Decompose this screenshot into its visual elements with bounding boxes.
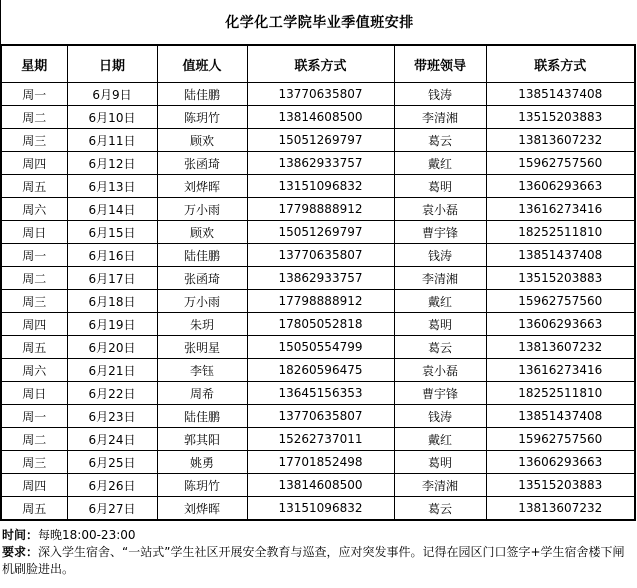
duty-phone-cell: 13862933757 <box>247 267 394 290</box>
table-row <box>1 129 635 152</box>
table-row <box>1 290 635 313</box>
duty-phone-cell: 13814608500 <box>247 474 394 497</box>
requirement-note <box>2 544 634 578</box>
leader-phone-cell: 13515203883 <box>486 106 635 129</box>
duty-phone-cell: 15050554799 <box>247 336 394 359</box>
weekday-cell: 周三 <box>1 451 67 474</box>
leader-cell: 葛云 <box>394 336 486 359</box>
table-row <box>1 106 635 129</box>
date-cell: 6月20日 <box>67 336 157 359</box>
weekday-cell: 周一 <box>1 405 67 428</box>
leader-phone-cell: 15962757560 <box>486 290 635 313</box>
weekday-cell: 周四 <box>1 313 67 336</box>
leader-phone-cell: 18252511810 <box>486 382 635 405</box>
date-cell: 6月16日 <box>67 244 157 267</box>
duty-person-cell: 李钰 <box>157 359 247 382</box>
duty-person-cell: 张明星 <box>157 336 247 359</box>
table-row <box>1 359 635 382</box>
weekday-cell: 周二 <box>1 267 67 290</box>
duty-phone-cell: 13151096832 <box>247 175 394 198</box>
leader-phone-cell: 13616273416 <box>486 359 635 382</box>
duty-person-cell: 顾欢 <box>157 221 247 244</box>
table-row <box>1 336 635 359</box>
weekday-cell: 周三 <box>1 129 67 152</box>
leader-cell: 钱涛 <box>394 83 486 106</box>
duty-person-cell: 陆佳鹏 <box>157 83 247 106</box>
weekday-cell: 周一 <box>1 83 67 106</box>
leader-phone-cell: 13851437408 <box>486 83 635 106</box>
leader-cell: 葛明 <box>394 451 486 474</box>
table-row <box>1 497 635 521</box>
weekday-cell: 周五 <box>1 497 67 521</box>
weekday-cell: 周三 <box>1 290 67 313</box>
duty-phone-cell: 17798888912 <box>247 290 394 313</box>
weekday-cell: 周六 <box>1 359 67 382</box>
duty-phone-cell: 17701852498 <box>247 451 394 474</box>
weekday-cell: 周四 <box>1 474 67 497</box>
leader-cell: 曹宇锋 <box>394 382 486 405</box>
table-row <box>1 175 635 198</box>
column-header-leader-phone: 联系方式 <box>486 45 635 83</box>
weekday-cell: 周六 <box>1 198 67 221</box>
requirement-value: 深入学生宿舍、“一站式”学生社区开展安全教育与巡查，应对突发事件。记得在园区门口签字+学生宿舍楼下闸机刷脸进出。 <box>2 545 625 576</box>
column-header-weekday: 星期 <box>1 45 67 83</box>
duty-phone-cell: 13645156353 <box>247 382 394 405</box>
leader-phone-cell: 13606293663 <box>486 175 635 198</box>
table-row <box>1 83 635 106</box>
duty-phone-cell: 13862933757 <box>247 152 394 175</box>
leader-phone-cell: 15962757560 <box>486 152 635 175</box>
date-cell: 6月21日 <box>67 359 157 382</box>
date-cell: 6月11日 <box>67 129 157 152</box>
leader-cell: 袁小磊 <box>394 198 486 221</box>
weekday-cell: 周五 <box>1 336 67 359</box>
leader-cell: 李清湘 <box>394 474 486 497</box>
duty-phone-cell: 17805052818 <box>247 313 394 336</box>
duty-person-cell: 顾欢 <box>157 129 247 152</box>
duty-person-cell: 周希 <box>157 382 247 405</box>
weekday-cell: 周四 <box>1 152 67 175</box>
date-cell: 6月25日 <box>67 451 157 474</box>
time-value: 每晚18:00-23:00 <box>38 528 136 542</box>
leader-phone-cell: 13851437408 <box>486 244 635 267</box>
weekday-cell: 周二 <box>1 428 67 451</box>
duty-person-cell: 张函琦 <box>157 152 247 175</box>
leader-cell: 李清湘 <box>394 106 486 129</box>
duty-phone-cell: 15262737011 <box>247 428 394 451</box>
date-cell: 6月17日 <box>67 267 157 290</box>
duty-table-body <box>1 83 635 521</box>
date-cell: 6月23日 <box>67 405 157 428</box>
leader-phone-cell: 13515203883 <box>486 267 635 290</box>
header-row <box>1 45 635 83</box>
duty-person-cell: 刘烨晖 <box>157 175 247 198</box>
leader-cell: 葛明 <box>394 313 486 336</box>
duty-phone-cell: 15051269797 <box>247 129 394 152</box>
requirement-label: 要求： <box>2 545 39 559</box>
date-cell: 6月13日 <box>67 175 157 198</box>
duty-phone-cell: 15051269797 <box>247 221 394 244</box>
leader-cell: 戴红 <box>394 290 486 313</box>
duty-person-cell: 陆佳鹏 <box>157 244 247 267</box>
duty-table <box>0 44 636 521</box>
weekday-cell: 周日 <box>1 382 67 405</box>
leader-cell: 曹宇锋 <box>394 221 486 244</box>
duty-person-cell: 万小雨 <box>157 198 247 221</box>
duty-phone-cell: 17798888912 <box>247 198 394 221</box>
duty-phone-cell: 13151096832 <box>247 497 394 521</box>
leader-cell: 戴红 <box>394 428 486 451</box>
leader-phone-cell: 13606293663 <box>486 451 635 474</box>
leader-cell: 葛云 <box>394 129 486 152</box>
leader-cell: 葛明 <box>394 175 486 198</box>
duty-person-cell: 万小雨 <box>157 290 247 313</box>
date-cell: 6月15日 <box>67 221 157 244</box>
leader-cell: 袁小磊 <box>394 359 486 382</box>
time-label: 时间： <box>2 528 39 542</box>
weekday-cell: 周五 <box>1 175 67 198</box>
duty-person-cell: 刘烨晖 <box>157 497 247 521</box>
date-cell: 6月18日 <box>67 290 157 313</box>
table-row <box>1 267 635 290</box>
date-cell: 6月10日 <box>67 106 157 129</box>
duty-person-cell: 陈玥竹 <box>157 474 247 497</box>
table-row <box>1 198 635 221</box>
table-row <box>1 382 635 405</box>
date-cell: 6月27日 <box>67 497 157 521</box>
column-header-date: 日期 <box>67 45 157 83</box>
date-cell: 6月9日 <box>67 83 157 106</box>
column-header-duty-person: 值班人 <box>157 45 247 83</box>
column-header-duty-phone: 联系方式 <box>247 45 394 83</box>
duty-phone-cell: 13770635807 <box>247 244 394 267</box>
duty-phone-cell: 13770635807 <box>247 405 394 428</box>
duty-person-cell: 张函琦 <box>157 267 247 290</box>
weekday-cell: 周二 <box>1 106 67 129</box>
table-row <box>1 428 635 451</box>
leader-cell: 钱涛 <box>394 405 486 428</box>
date-cell: 6月22日 <box>67 382 157 405</box>
leader-cell: 李清湘 <box>394 267 486 290</box>
date-cell: 6月19日 <box>67 313 157 336</box>
leader-phone-cell: 13616273416 <box>486 198 635 221</box>
duty-person-cell: 朱玥 <box>157 313 247 336</box>
table-row <box>1 313 635 336</box>
leader-phone-cell: 18252511810 <box>486 221 635 244</box>
table-row <box>1 221 635 244</box>
weekday-cell: 周一 <box>1 244 67 267</box>
table-row <box>1 405 635 428</box>
leader-phone-cell: 13813607232 <box>486 336 635 359</box>
duty-phone-cell: 18260596475 <box>247 359 394 382</box>
table-row <box>1 152 635 175</box>
duty-phone-cell: 13814608500 <box>247 106 394 129</box>
leader-cell: 钱涛 <box>394 244 486 267</box>
leader-phone-cell: 13851437408 <box>486 405 635 428</box>
leader-phone-cell: 13606293663 <box>486 313 635 336</box>
table-row <box>1 244 635 267</box>
duty-person-cell: 郭其阳 <box>157 428 247 451</box>
table-row <box>1 451 635 474</box>
duty-person-cell: 陈玥竹 <box>157 106 247 129</box>
date-cell: 6月24日 <box>67 428 157 451</box>
duty-phone-cell: 13770635807 <box>247 83 394 106</box>
leader-phone-cell: 13813607232 <box>486 129 635 152</box>
leader-phone-cell: 15962757560 <box>486 428 635 451</box>
duty-person-cell: 姚勇 <box>157 451 247 474</box>
leader-phone-cell: 13515203883 <box>486 474 635 497</box>
leader-cell: 葛云 <box>394 497 486 521</box>
table-row <box>1 474 635 497</box>
date-cell: 6月14日 <box>67 198 157 221</box>
sheet-title: 化学化工学院毕业季值班安排 <box>0 0 637 44</box>
leader-phone-cell: 13813607232 <box>486 497 635 521</box>
weekday-cell: 周日 <box>1 221 67 244</box>
date-cell: 6月12日 <box>67 152 157 175</box>
notes-section <box>2 527 634 578</box>
leader-cell: 戴红 <box>394 152 486 175</box>
duty-person-cell: 陆佳鹏 <box>157 405 247 428</box>
column-header-leader: 带班领导 <box>394 45 486 83</box>
time-note <box>2 527 634 544</box>
date-cell: 6月26日 <box>67 474 157 497</box>
